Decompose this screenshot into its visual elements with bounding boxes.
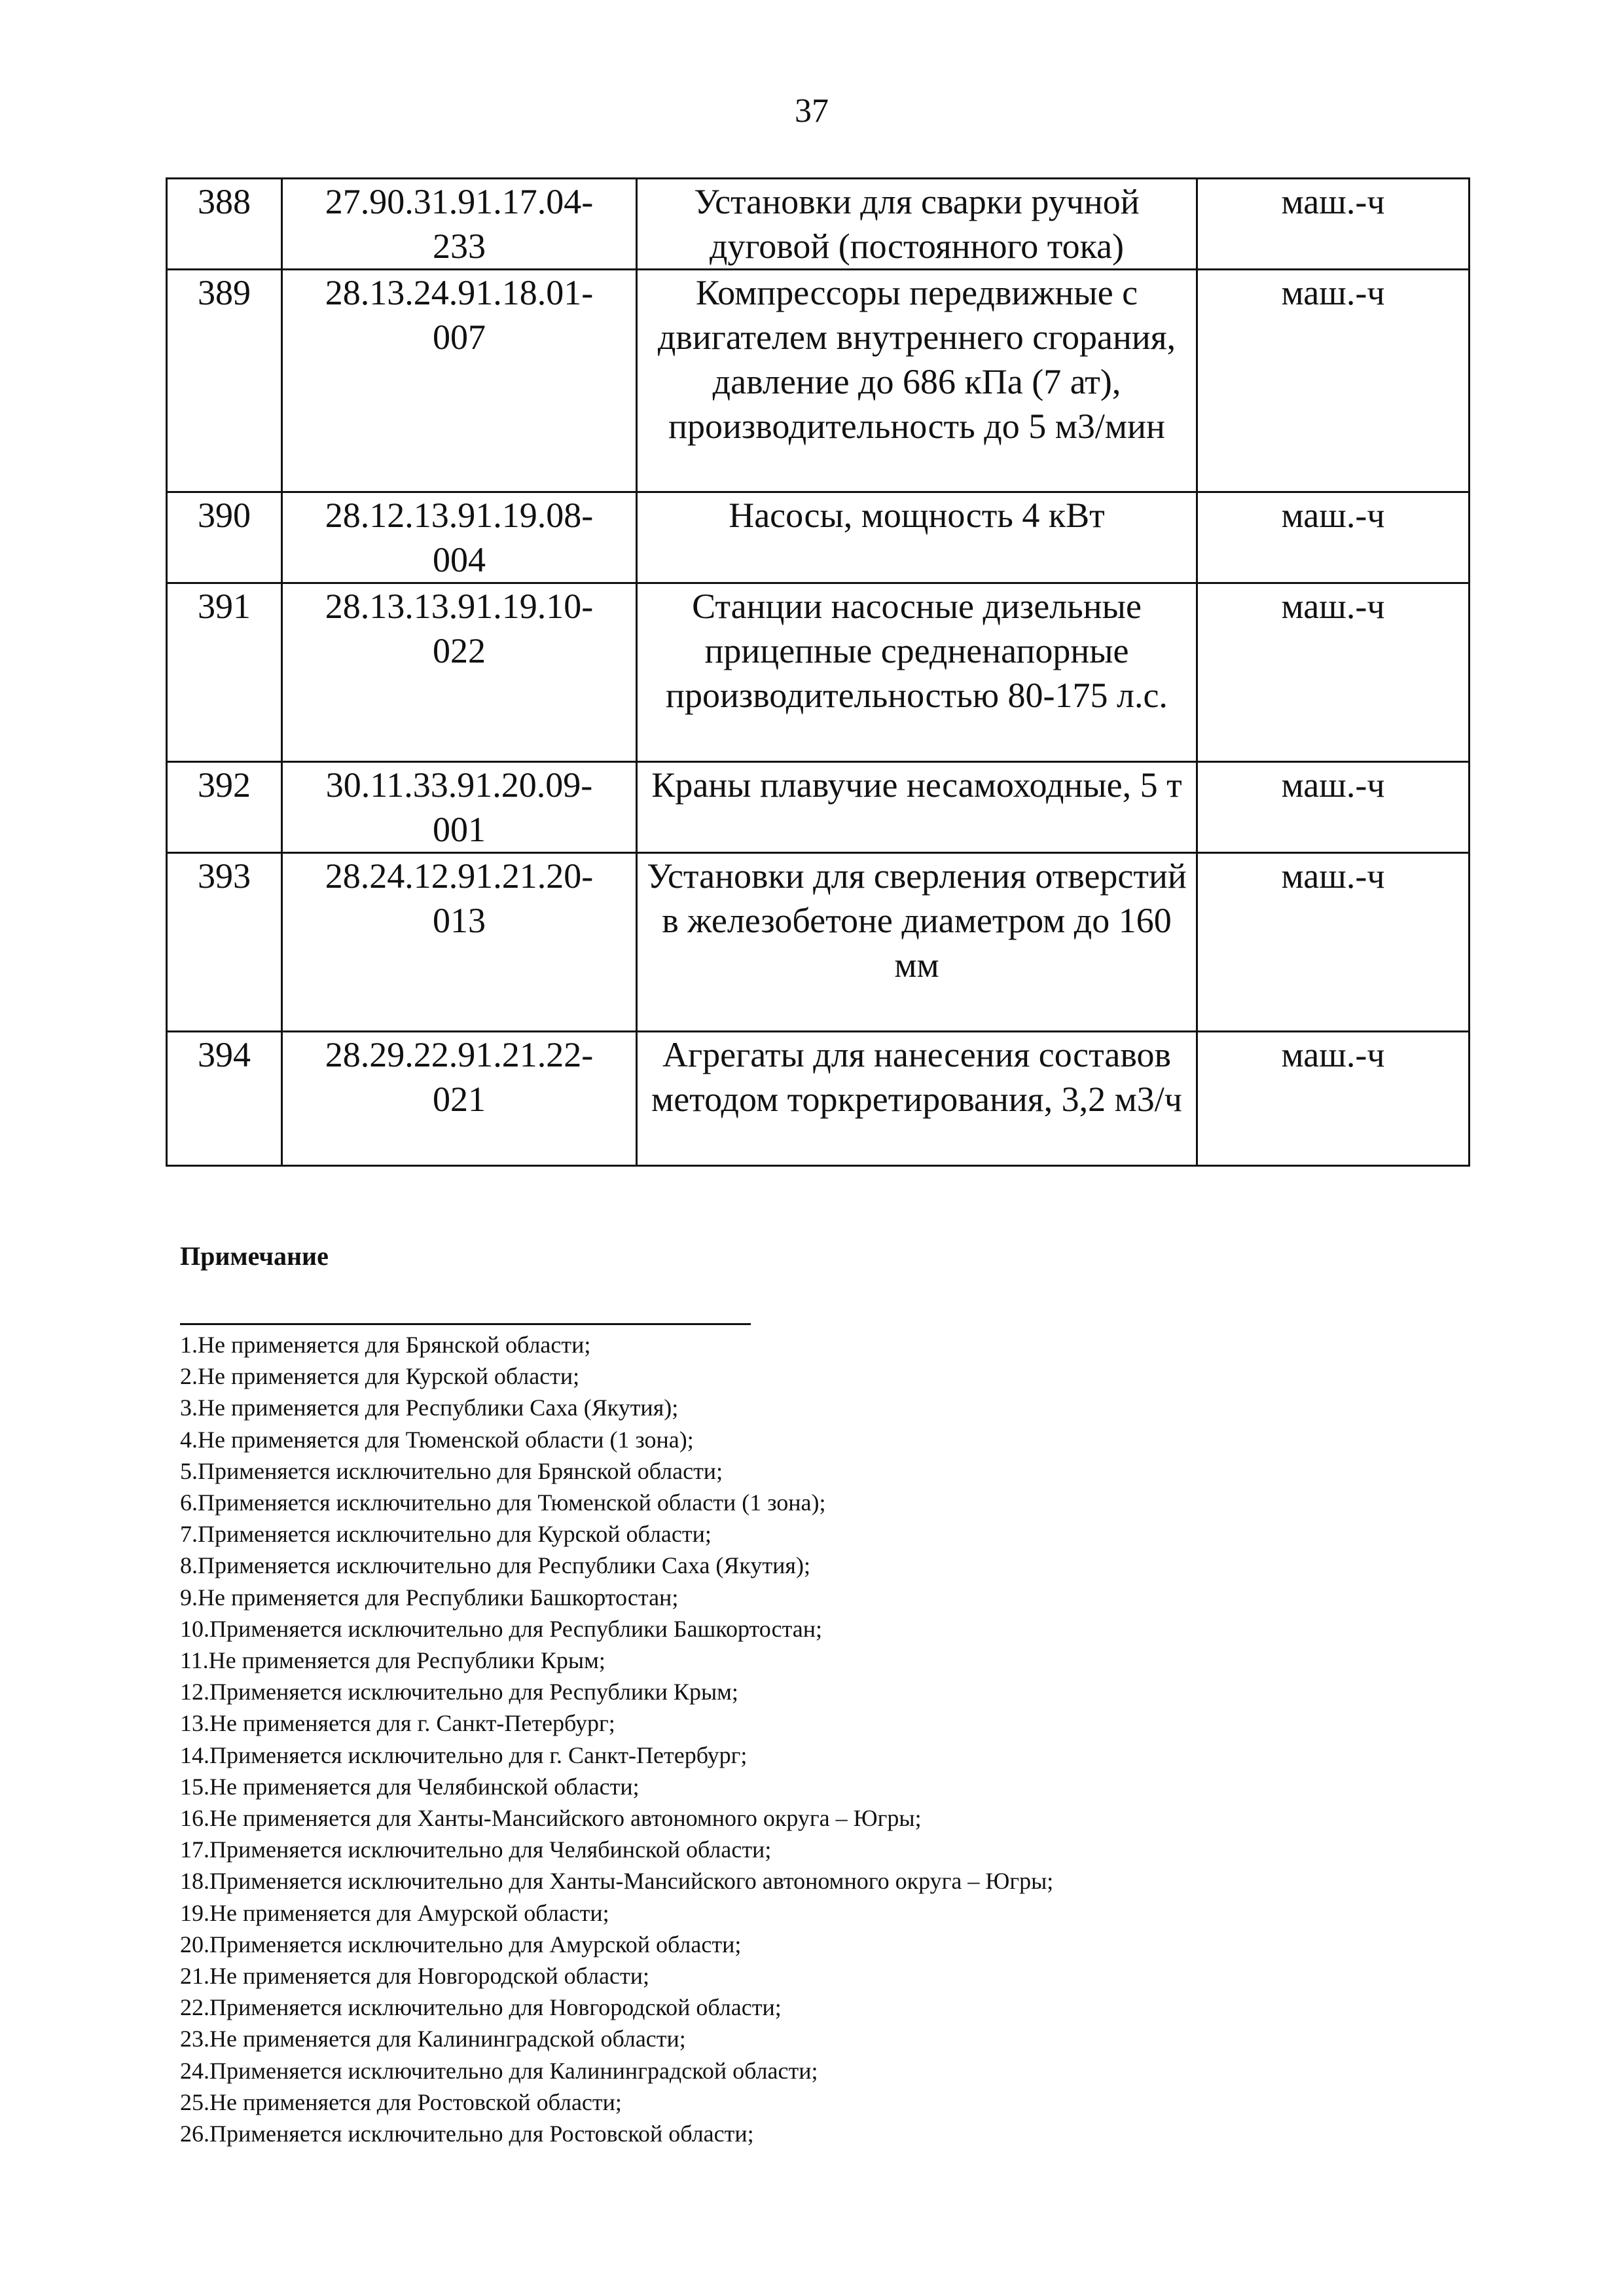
resources-table bbox=[166, 177, 1470, 1167]
resource-name: Насосы, мощность 4 кВт bbox=[637, 492, 1197, 583]
resource-name: Станции насосные дизельные прицепные средненапорные производительностью 80-175 л.с. bbox=[637, 583, 1197, 762]
resource-code-line1: 28.13.24.91.18.01- bbox=[325, 273, 594, 312]
note-item: 10.Применяется исключительно для Республики Башкортостан; bbox=[180, 1615, 823, 1642]
note-item: 22.Применяется исключительно для Новгородской области; bbox=[180, 1994, 782, 2021]
row-number: 393 bbox=[167, 853, 282, 1032]
note-item: 13.Не применяется для г. Санкт-Петербург; bbox=[180, 1710, 615, 1737]
note-item: 14.Применяется исключительно для г. Санкт-Петербург; bbox=[180, 1741, 748, 1768]
row-number: 394 bbox=[167, 1032, 282, 1166]
notes-title: Примечание bbox=[180, 1241, 329, 1271]
resource-code-line2: 004 bbox=[433, 540, 486, 579]
resource-code bbox=[282, 853, 637, 1032]
note-item: 19.Не применяется для Амурской области; bbox=[180, 1899, 609, 1926]
resource-code-line1: 28.13.13.91.19.10- bbox=[325, 587, 594, 626]
resource-code bbox=[282, 492, 637, 583]
resource-unit: маш.-ч bbox=[1197, 270, 1470, 492]
resource-unit: маш.-ч bbox=[1197, 1032, 1470, 1166]
row-number: 388 bbox=[167, 179, 282, 270]
resource-name: Краны плавучие несамоходные, 5 т bbox=[637, 762, 1197, 853]
resource-name: Агрегаты для нанесения составов методом торкретирования, 3,2 м3/ч bbox=[637, 1032, 1197, 1166]
note-item: 4.Не применяется для Тюменской области (1 зона); bbox=[180, 1426, 694, 1453]
table-row bbox=[167, 583, 1470, 762]
notes-divider bbox=[180, 1323, 751, 1325]
notes-list bbox=[180, 1329, 1424, 2149]
note-item: 3.Не применяется для Республики Саха (Якутия); bbox=[180, 1394, 679, 1421]
resource-unit: маш.-ч bbox=[1197, 583, 1470, 762]
resource-code-line1: 28.12.13.91.19.08- bbox=[325, 496, 594, 535]
note-item: 8.Применяется исключительно для Республики Саха (Якутия); bbox=[180, 1552, 810, 1579]
note-item: 5.Применяется исключительно для Брянской области; bbox=[180, 1457, 723, 1484]
note-item: 1.Не применяется для Брянской области; bbox=[180, 1332, 591, 1358]
table-row bbox=[167, 853, 1470, 1032]
note-item: 18.Применяется исключительно для Ханты-Мансийского автономного округа – Югры; bbox=[180, 1868, 1054, 1895]
resource-code-line1: 27.90.31.91.17.04- bbox=[325, 182, 594, 221]
note-item: 17.Применяется исключительно для Челябинской области; bbox=[180, 1836, 772, 1863]
note-item: 21.Не применяется для Новгородской области; bbox=[180, 1963, 650, 1990]
row-number: 391 bbox=[167, 583, 282, 762]
row-number: 392 bbox=[167, 762, 282, 853]
note-item: 23.Не применяется для Калининградской области; bbox=[180, 2026, 686, 2052]
resource-code-line2: 021 bbox=[433, 1080, 486, 1119]
resource-code-line2: 233 bbox=[433, 227, 486, 266]
resource-code bbox=[282, 762, 637, 853]
row-number: 389 bbox=[167, 270, 282, 492]
resource-code-line2: 022 bbox=[433, 631, 486, 670]
table-row bbox=[167, 179, 1470, 270]
note-item: 2.Не применяется для Курской области; bbox=[180, 1363, 580, 1390]
note-item: 11.Не применяется для Республики Крым; bbox=[180, 1647, 605, 1674]
note-item: 6.Применяется исключительно для Тюменской области (1 зона); bbox=[180, 1489, 826, 1516]
resource-code bbox=[282, 1032, 637, 1166]
resource-code bbox=[282, 179, 637, 270]
note-item: 9.Не применяется для Республики Башкортостан; bbox=[180, 1584, 679, 1611]
resource-code-line2: 007 bbox=[433, 318, 486, 357]
resource-name: Установки для сварки ручной дуговой (постоянного тока) bbox=[637, 179, 1197, 270]
note-item: 25.Не применяется для Ростовской области; bbox=[180, 2088, 622, 2115]
resource-code-line1: 28.29.22.91.21.22- bbox=[325, 1035, 594, 1074]
table-row bbox=[167, 762, 1470, 853]
resource-unit: маш.-ч bbox=[1197, 853, 1470, 1032]
table-row bbox=[167, 270, 1470, 492]
table-row bbox=[167, 492, 1470, 583]
note-item: 12.Применяется исключительно для Республики Крым; bbox=[180, 1679, 738, 1705]
resource-code-line1: 28.24.12.91.21.20- bbox=[325, 856, 594, 896]
resource-unit: маш.-ч bbox=[1197, 762, 1470, 853]
resource-code-line1: 30.11.33.91.20.09- bbox=[325, 765, 593, 805]
note-item: 7.Применяется исключительно для Курской области; bbox=[180, 1521, 712, 1548]
note-item: 20.Применяется исключительно для Амурской области; bbox=[180, 1931, 742, 1958]
resource-code-line2: 001 bbox=[433, 810, 486, 849]
note-item: 16.Не применяется для Ханты-Мансийского автономного округа – Югры; bbox=[180, 1805, 922, 1832]
resource-name: Установки для сверления отверстий в железобетоне диаметром до 160 мм bbox=[637, 853, 1197, 1032]
page-number: 37 bbox=[795, 92, 829, 130]
resource-unit: маш.-ч bbox=[1197, 179, 1470, 270]
note-item: 24.Применяется исключительно для Калининградской области; bbox=[180, 2057, 818, 2084]
resource-name: Компрессоры передвижные с двигателем внутреннего сгорания, давление до 686 кПа (7 ат), производительность до 5 м3/мин bbox=[637, 270, 1197, 492]
note-item: 15.Не применяется для Челябинской области; bbox=[180, 1773, 640, 1800]
resource-code bbox=[282, 270, 637, 492]
row-number: 390 bbox=[167, 492, 282, 583]
table-row bbox=[167, 1032, 1470, 1166]
resource-code bbox=[282, 583, 637, 762]
resource-code-line2: 013 bbox=[433, 901, 486, 940]
resource-unit: маш.-ч bbox=[1197, 492, 1470, 583]
note-item: 26.Применяется исключительно для Ростовской области; bbox=[180, 2121, 754, 2147]
